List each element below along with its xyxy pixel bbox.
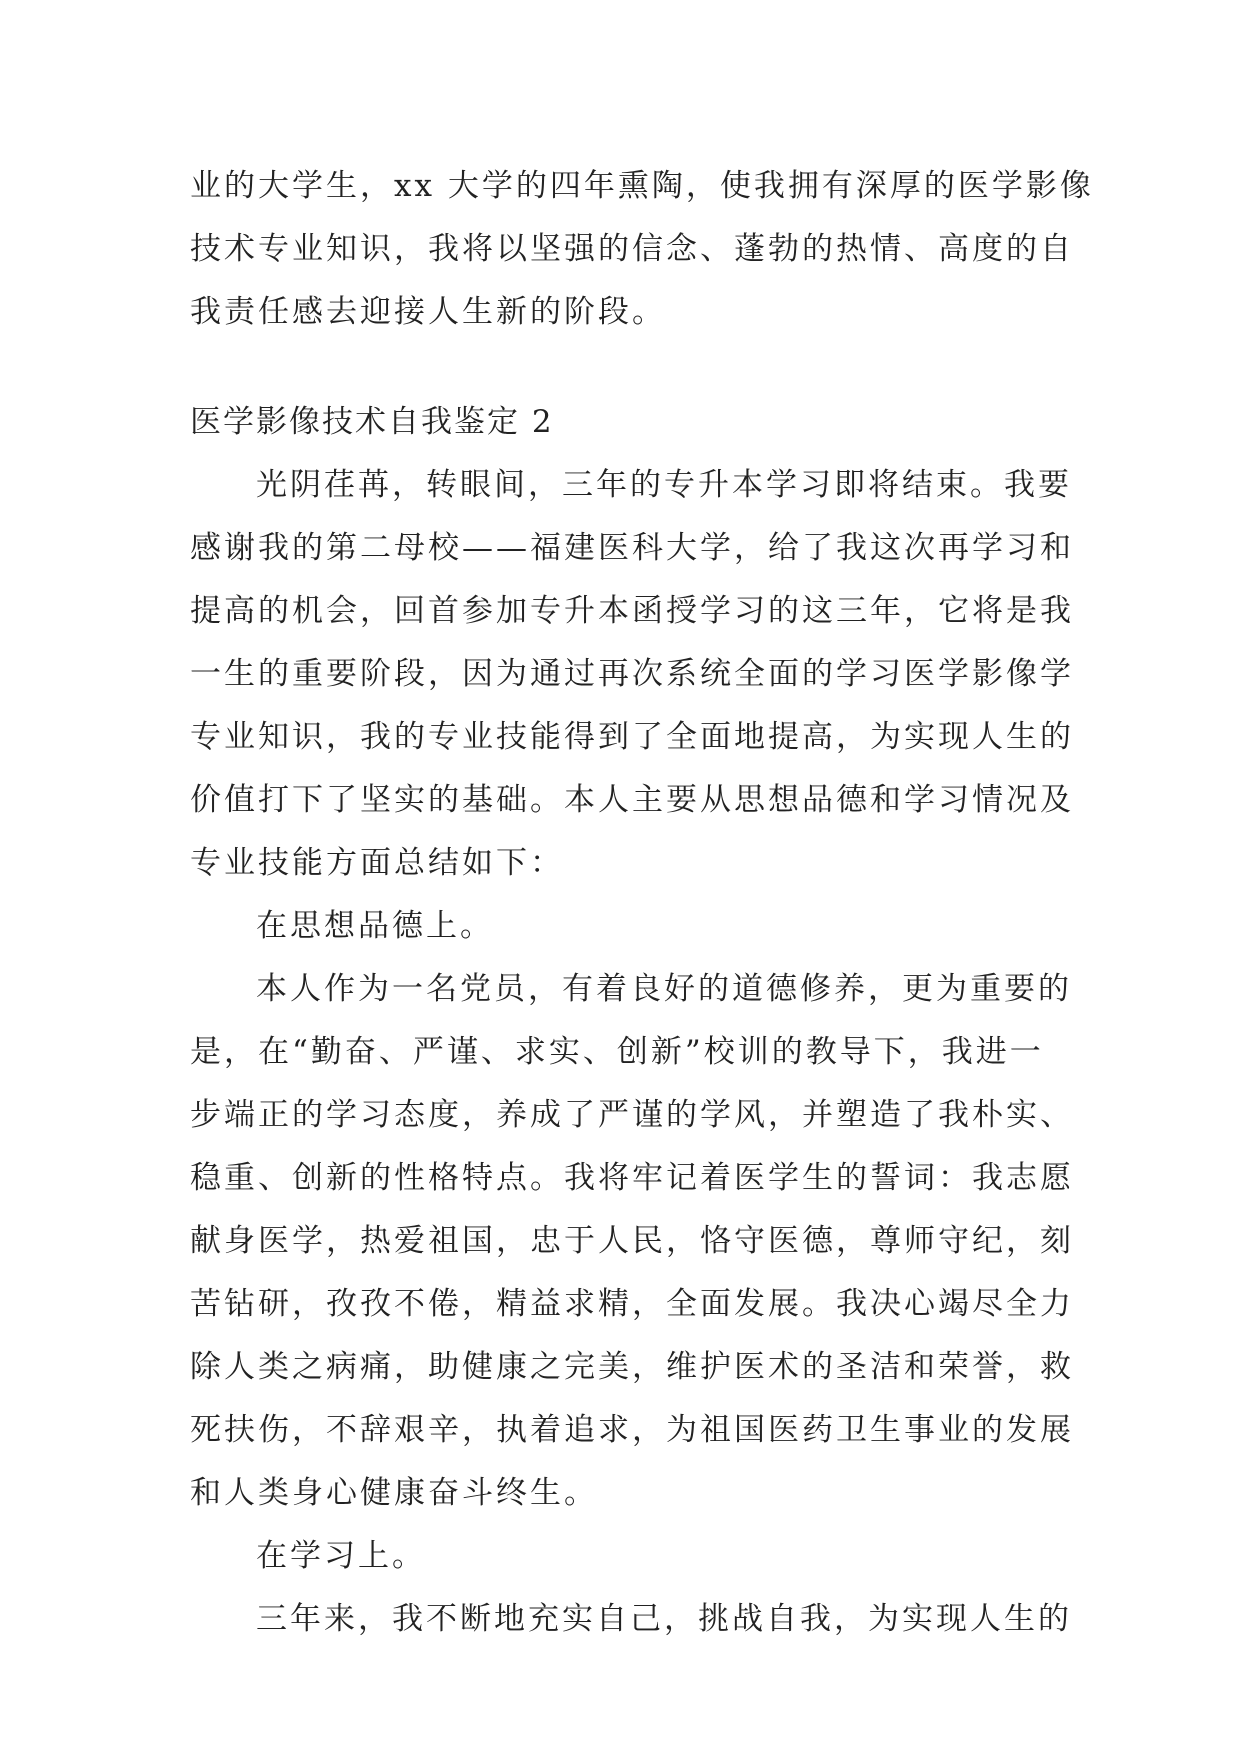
paragraph-line: 三年来，我不断地充实自己，挑战自我，为实现人生的 <box>256 1601 1072 1637</box>
paragraph-line: 除人类之病痛，助健康之完美，维护医术的圣洁和荣誉，救 <box>190 1349 1074 1385</box>
subheading-line: 在学习上。 <box>256 1538 426 1574</box>
paragraph-line: 专业技能方面总结如下： <box>190 845 564 881</box>
paragraph-line: 技术专业知识，我将以坚强的信念、蓬勃的热情、高度的自 <box>190 231 1074 267</box>
paragraph-line: 步端正的学习态度，养成了严谨的学风，并塑造了我朴实、 <box>190 1097 1074 1133</box>
paragraph-line: 苦钻研，孜孜不倦，精益求精，全面发展。我决心竭尽全力 <box>190 1286 1074 1322</box>
paragraph-line: 本人作为一名党员，有着良好的道德修养，更为重要的 <box>256 971 1072 1007</box>
paragraph-line: 献身医学，热爱祖国，忠于人民，恪守医德，尊师守纪，刻 <box>190 1223 1074 1259</box>
paragraph-line: 我责任感去迎接人生新的阶段。 <box>190 294 666 330</box>
paragraph-line: 业的大学生，xx 大学的四年熏陶，使我拥有深厚的医学影像 <box>190 168 1094 204</box>
paragraph-line: 价值打下了坚实的基础。本人主要从思想品德和学习情况及 <box>190 782 1074 818</box>
paragraph-line: 光阴荏苒，转眼间，三年的专升本学习即将结束。我要 <box>256 467 1072 503</box>
paragraph-line: 和人类身心健康奋斗终生。 <box>190 1475 598 1511</box>
section-title: 医学影像技术自我鉴定 2 <box>190 404 554 440</box>
paragraph-line: 感谢我的第二母校——福建医科大学，给了我这次再学习和 <box>190 530 1074 566</box>
paragraph-line: 死扶伤，不辞艰辛，执着追求，为祖国医药卫生事业的发展 <box>190 1412 1074 1448</box>
paragraph-line: 提高的机会，回首参加专升本函授学习的这三年，它将是我 <box>190 593 1074 629</box>
paragraph-line: 是，在“勤奋、严谨、求实、创新”校训的教导下，我进一 <box>190 1034 1044 1070</box>
paragraph-line: 专业知识，我的专业技能得到了全面地提高，为实现人生的 <box>190 719 1074 755</box>
paragraph-line: 一生的重要阶段，因为通过再次系统全面的学习医学影像学 <box>190 656 1074 692</box>
subheading-line: 在思想品德上。 <box>256 908 494 944</box>
paragraph-line: 稳重、创新的性格特点。我将牢记着医学生的誓词：我志愿 <box>190 1160 1074 1196</box>
